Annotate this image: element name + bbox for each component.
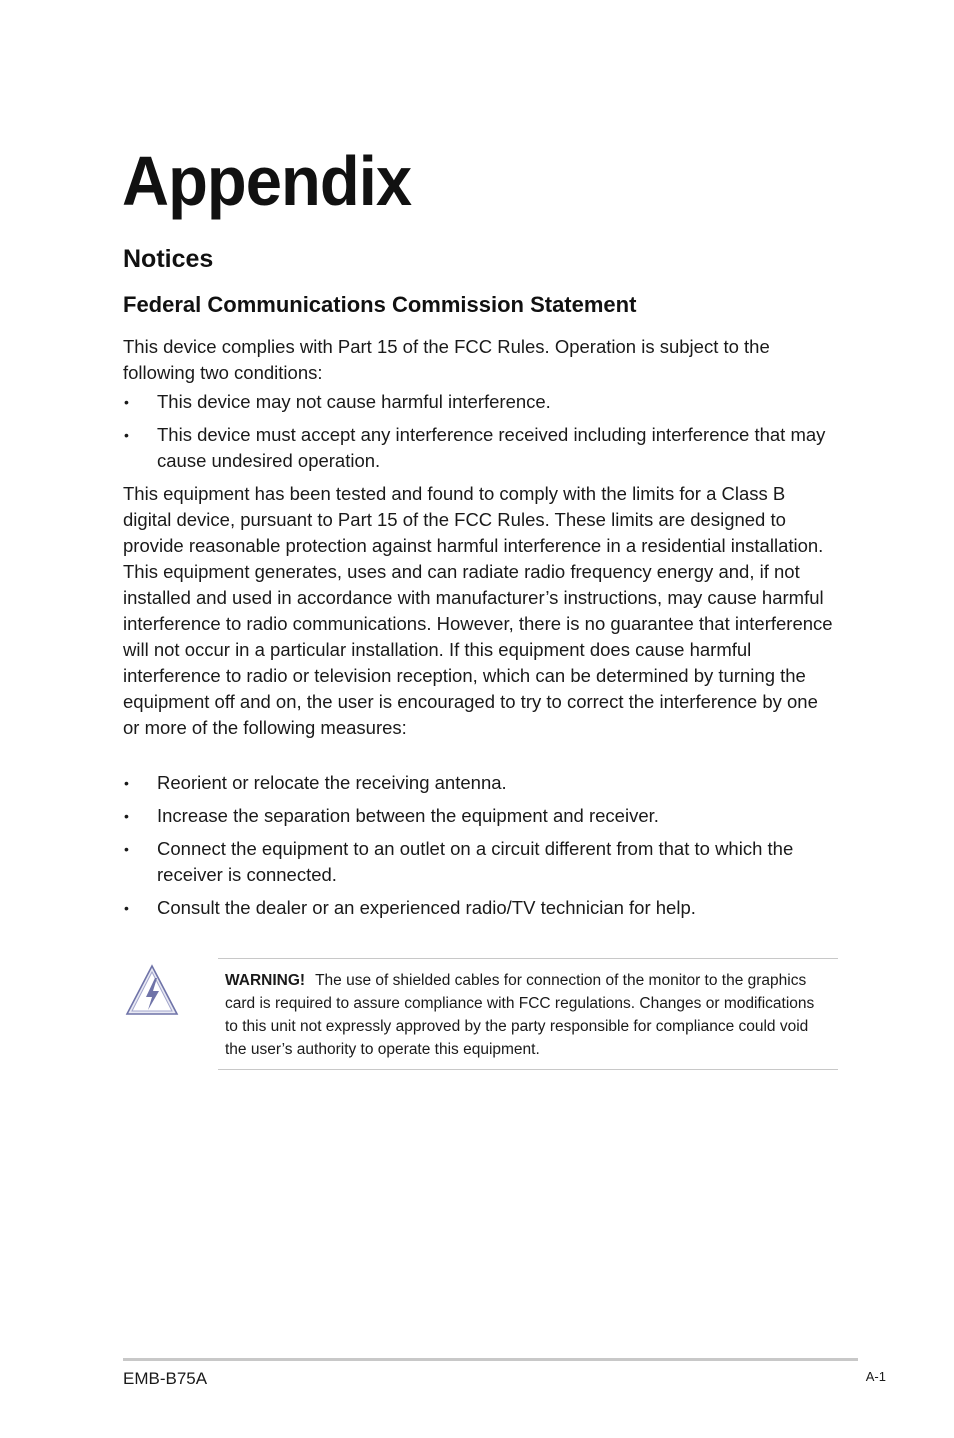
warning-body: The use of shielded cables for connection of the monitor to the graphics card is required to assure compliance with FCC regulations. Changes or modifications to this unit not expressly approved by the party responsible for compliance could void the user’s authority to operate this equipment. bbox=[225, 972, 815, 1058]
equipment-paragraph: This equipment has been tested and found to comply with the limits for a Class B digital device, pursuant to Part 15 of the FCC Rules. These limits are designed to provide reasonable protection against harmful interference in a residential installation. This equipment generates, uses and can radiate radio frequency energy and, if not installed and used in accordance with manufacturer’s instructions, may cause harmful interference to radio communications. However, there is no guarantee that interference will not occur in a particular installation. If this equipment does cause harmful interference to radio or television reception, which can be determined by turning the equipment off and on, the user is encouraged to try to correct the interference by one or more of the following measures: bbox=[123, 483, 833, 738]
bullet-icon: • bbox=[124, 808, 129, 824]
section-heading-notices: Notices bbox=[123, 245, 214, 273]
footer-model-name: EMB-B75A bbox=[123, 1369, 208, 1388]
list-item-text: Increase the separation between the equipment and receiver. bbox=[157, 805, 659, 826]
list-item bbox=[123, 389, 835, 415]
list-item bbox=[123, 803, 835, 829]
measures-list bbox=[123, 770, 835, 928]
list-item-text: Connect the equipment to an outlet on a circuit different from that to which the receiver is connected. bbox=[157, 838, 794, 885]
subsection-heading-fcc: Federal Communications Commission Statement bbox=[123, 292, 637, 317]
list-item-text: Reorient or relocate the receiving antenna. bbox=[157, 772, 507, 793]
list-item-text: This device may not cause harmful interference. bbox=[157, 391, 551, 412]
list-item-text: Consult the dealer or an experienced radio/TV technician for help. bbox=[157, 897, 696, 918]
warning-text bbox=[225, 969, 831, 1061]
intro-paragraph: This device complies with Part 15 of the FCC Rules. Operation is subject to the following two conditions: bbox=[123, 336, 770, 383]
bullet-icon: • bbox=[124, 775, 129, 791]
footer-divider bbox=[123, 1358, 858, 1361]
warning-label: WARNING! bbox=[225, 972, 306, 989]
warning-callout bbox=[218, 958, 838, 1070]
page-title: Appendix bbox=[122, 142, 412, 220]
bullet-icon: • bbox=[124, 900, 129, 916]
lightning-warning-icon bbox=[124, 962, 180, 1018]
bullet-icon: • bbox=[124, 427, 129, 443]
list-item bbox=[123, 422, 835, 474]
list-item bbox=[123, 770, 835, 796]
conditions-list bbox=[123, 389, 835, 481]
bullet-icon: • bbox=[124, 841, 129, 857]
list-item-text: This device must accept any interference received including interference that may cause undesired operation. bbox=[157, 424, 826, 471]
footer-page-number: A-1 bbox=[865, 1369, 886, 1384]
list-item bbox=[123, 836, 835, 888]
list-item bbox=[123, 895, 835, 921]
bullet-icon: • bbox=[124, 394, 129, 410]
